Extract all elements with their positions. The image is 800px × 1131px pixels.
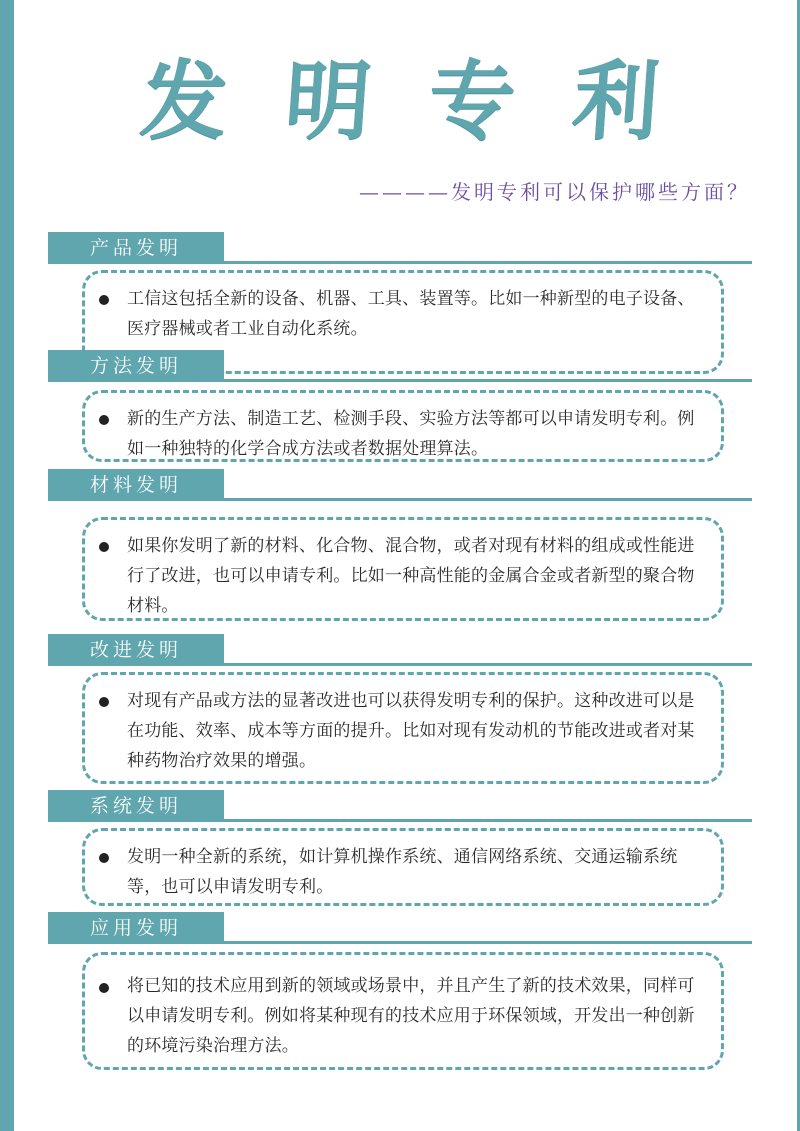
section-divider (224, 819, 752, 822)
section-text: 发明一种全新的系统，如计算机操作系统、通信网络系统、交通运输系统等，也可以申请发明专利。 (127, 847, 678, 897)
section-divider (224, 941, 752, 944)
section-card (82, 672, 724, 784)
title-char: 专 (425, 52, 519, 152)
bullet-icon (99, 415, 109, 425)
section-divider (224, 663, 752, 666)
bullet-icon (99, 542, 109, 552)
section-text: 新的生产方法、制造工艺、检测手段、实验方法等都可以申请发明专利。例如一种独特的化学合成方法或者数据处理算法。 (127, 409, 695, 459)
section-tag: 材料发明 (48, 469, 224, 501)
section-text: 将已知的技术应用到新的领域或场景中，并且产生了新的技术效果，同样可以申请发明专利。例如将某种现有的技术应用于环保领域，开发出一种创新的环境污染治理方法。 (127, 976, 695, 1056)
section-tag: 方法发明 (48, 350, 224, 382)
page-subtitle: ————发明专利可以保护哪些方面？ (359, 180, 750, 204)
section-divider (224, 379, 752, 382)
section-divider (224, 261, 752, 264)
section-text: 工信这包括全新的设备、机器、工具、装置等。比如一种新型的电子设备、医疗器械或者工业自动化系统。 (127, 289, 695, 339)
section-card (82, 952, 724, 1070)
bullet-icon (99, 697, 109, 707)
section-tag: 系统发明 (48, 790, 224, 822)
title-char: 利 (569, 52, 663, 152)
title-char: 明 (281, 52, 375, 152)
section-tag: 产品发明 (48, 232, 224, 264)
bullet-icon (99, 983, 109, 993)
section-tag: 应用发明 (48, 912, 224, 944)
section-card (82, 517, 724, 621)
section-card (82, 828, 724, 906)
section-divider (224, 498, 752, 501)
page-title (0, 42, 800, 162)
section-tag: 改进发明 (48, 634, 224, 666)
section-text: 对现有产品或方法的显著改进也可以获得发明专利的保护。这种改进可以是在功能、效率、成本等方面的提升。比如对现有发动机的节能改进或者对某种药物治疗效果的增强。 (127, 691, 695, 771)
left-accent-bar (0, 0, 14, 1131)
bullet-icon (99, 853, 109, 863)
section-text: 如果你发明了新的材料、化合物、混合物，或者对现有材料的组成或性能进行了改进，也可以申请专利。比如一种高性能的金属合金或者新型的聚合物材料。 (127, 536, 695, 616)
bullet-icon (99, 295, 109, 305)
title-char: 发 (137, 52, 231, 152)
section-card (82, 390, 724, 462)
